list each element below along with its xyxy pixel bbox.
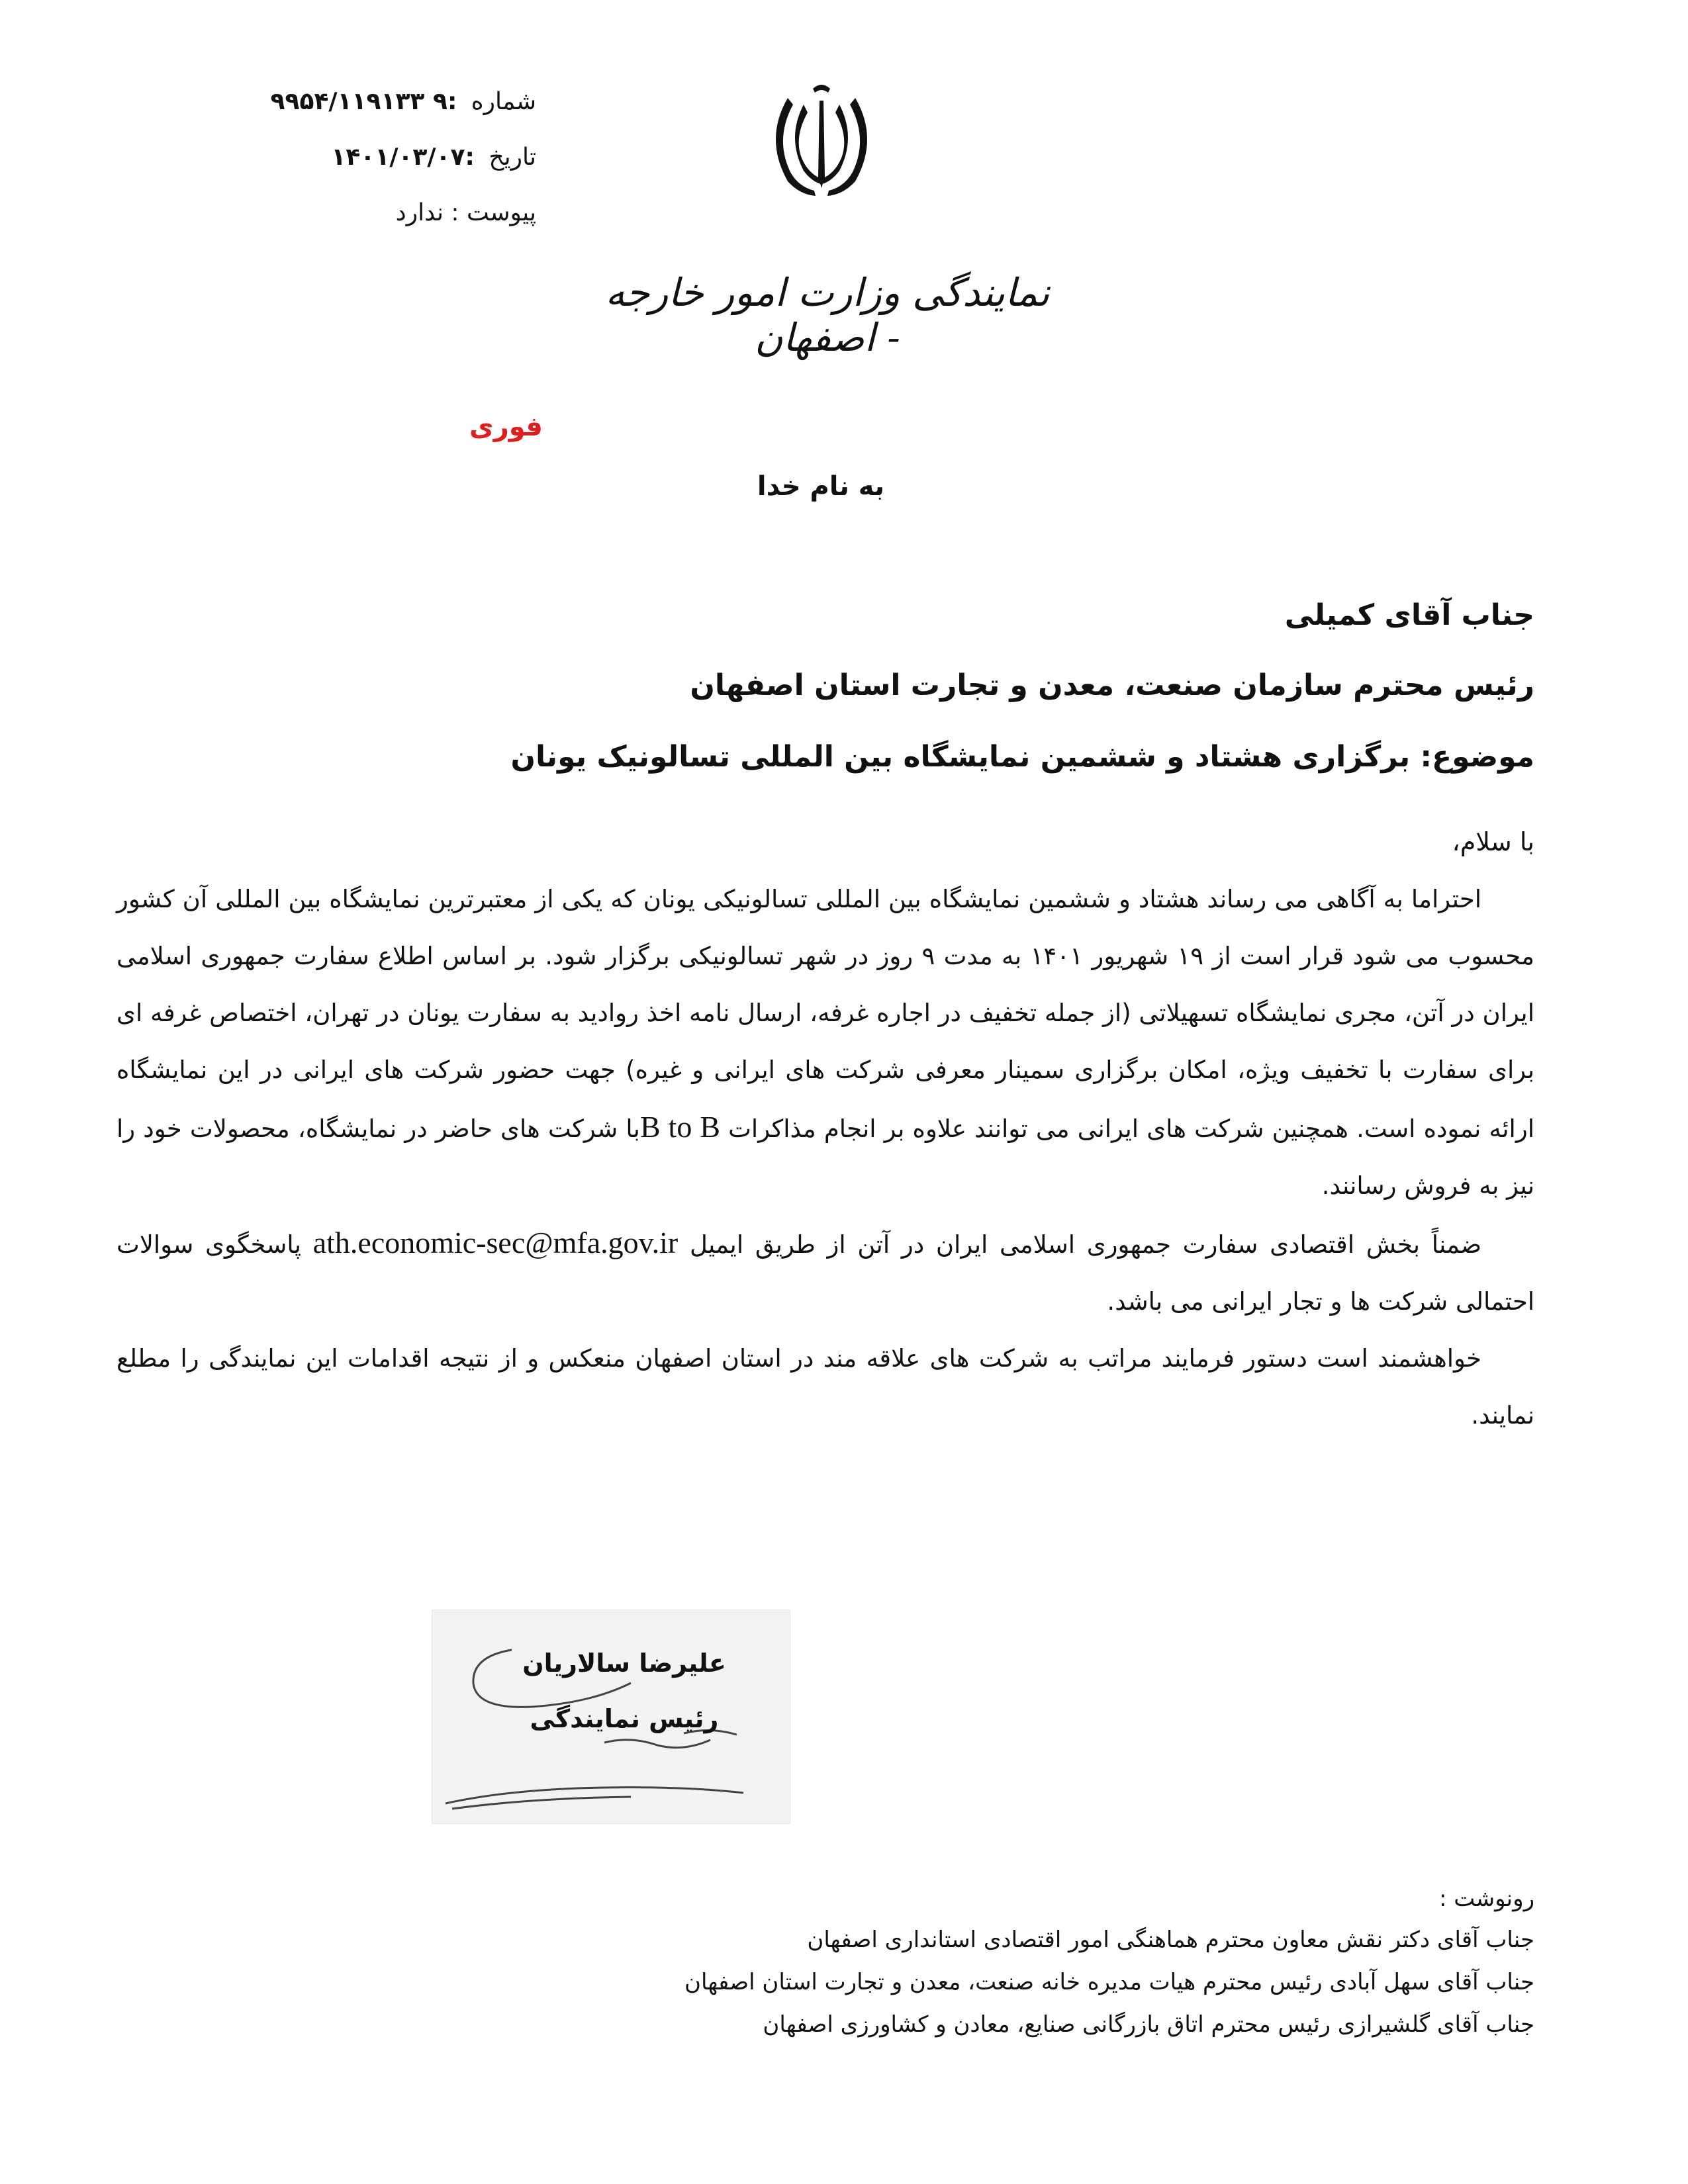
- letter-body: [117, 871, 1534, 1444]
- signature-block: [432, 1610, 790, 1824]
- signatory-name: علیرضا سالاریان: [522, 1649, 726, 1678]
- iran-emblem-icon: [760, 78, 883, 201]
- b2b-term: B to B: [639, 1110, 720, 1144]
- letter-number: [245, 87, 536, 116]
- cc-item: جناب آقای گلشیرازی رئیس محترم اتاق بازرگانی صنایع، معادن و کشاورزی اصفهان: [763, 2011, 1534, 2038]
- body-paragraph-2: [117, 1214, 1534, 1330]
- letter-subject: موضوع: برگزاری هشتاد و ششمین نمایشگاه بین المللی تسالونیک یونان: [510, 740, 1534, 774]
- bismillah: به نام خدا: [757, 471, 885, 502]
- body-paragraph-2-end: پاسخگوی سوالات احتمالی شرکت ها و تجار ایرانی می باشد.: [117, 1230, 1534, 1316]
- letter-attachment: پیوست : ندارد: [395, 199, 536, 226]
- signatory-title: رئیس نمایندگی: [530, 1704, 719, 1733]
- letter-date-label: تاریخ: [489, 144, 536, 171]
- recipient-name: جناب آقای کمیلی: [1284, 598, 1534, 632]
- body-paragraph-1-end: با شرکت های حاضر در نمایشگاه، محصولات خود را نیز به فروش رسانند.: [117, 1115, 1534, 1200]
- urgent-label: فوری: [469, 412, 543, 442]
- letter-date-value: :۱۴۰۱/۰۳/۰۷: [331, 144, 475, 171]
- cc-item: جناب آقای سهل آبادی رئیس محترم هیات مدیره خانه صنعت، معدن و تجارت استان اصفهان: [684, 1969, 1534, 1995]
- letter-number-label: شماره: [471, 88, 536, 115]
- body-paragraph-2-text: ضمناً بخش اقتصادی سفارت جمهوری اسلامی ایران در آتن از طریق ایمیل: [689, 1230, 1481, 1259]
- body-paragraph-3: خواهشمند است دستور فرمایند مراتب به شرکت های علاقه مند در استان اصفهان منعکس و از نتیجه اقدامات این نمایندگی را مطلع نمایند.: [117, 1344, 1534, 1430]
- letter-number-value: :۹ ۹۹۵۴/۱۱۹۱۳۳: [270, 88, 457, 115]
- cc-heading: رونوشت :: [1438, 1886, 1534, 1912]
- recipient-title: رئیس محترم سازمان صنعت، معدن و تجارت استان اصفهان: [690, 668, 1534, 702]
- cc-item: جناب آقای دکتر نقش معاون محترم هماهنگی امور اقتصادی استانداری اصفهان: [807, 1927, 1534, 1953]
- greeting: با سلام،: [1452, 827, 1534, 856]
- letter-date: [245, 143, 536, 171]
- body-paragraph-1-text: احتراما به آگاهی می رساند هشتاد و ششمین نمایشگاه بین المللی تسالونیکی یونان که یکی از معتبرترین نمایشگاه بین المللی آن کشور محسوب می شود قرار است از ۱۹ شهریور ۱۴۰۱ به مدت ۹ روز در شهر تسالونیکی برگزار شود. بر اساس اطلاع سفارت جمهوری اسلامی ایران در آتن، مجری نمایشگاه تسهیلاتی (از جمله تخفیف در اجاره غرفه، ارسال نامه اخذ روادید به سفارت یونان در تهران، اختصاص غرفه ای برای سفارت با تخفیف ویژه، امکان برگزاری سمینار معرفی شرکت های ایرانی و غیره) جهت حضور شرکت های ایرانی در این نمایشگاه ارائه نموده است. همچنین شرکت های ایرانی می توانند علاوه بر انجام مذاکرات: [117, 885, 1534, 1143]
- embassy-email: ath.economic-sec@mfa.gov.ir: [312, 1226, 679, 1259]
- body-paragraph-1: [117, 871, 1534, 1214]
- ministry-title: نمایندگی وزارت امور خارجه - اصفهان: [605, 270, 1050, 360]
